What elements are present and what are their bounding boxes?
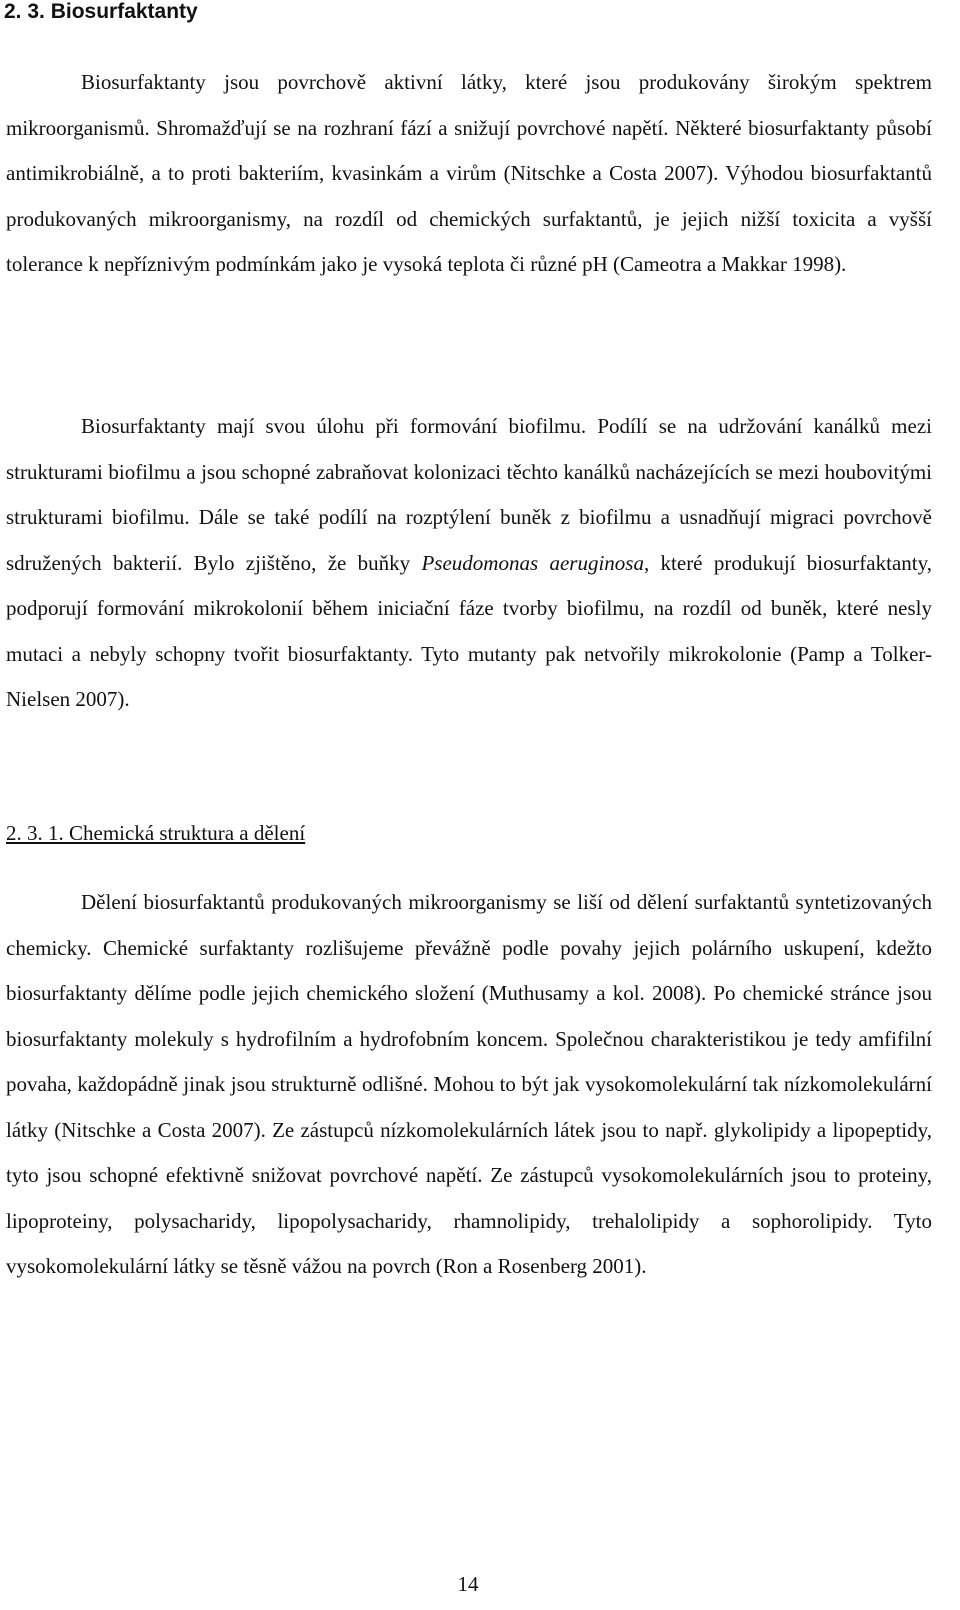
section-heading: 2. 3. Biosurfaktanty (4, 0, 198, 23)
paragraph-text: , které produkují biosurfaktanty, podporují formování mikrokolonií během iniciační fáze tvorby biofilmu, na rozdíl od buněk, které nesly mutaci a nebyly schopny tvořit biosurfaktanty. Tyto mutanty pak netvořily mikrokolonie (Pamp a Tolker-Nielsen 2007). (6, 550, 932, 711)
page-number: 14 (457, 1572, 479, 1596)
subsection-heading: 2. 3. 1. Chemická struktura a dělení (6, 821, 306, 845)
paragraph-chemical-structure: Dělení biosurfaktantů produkovaných mikroorganismy se liší od dělení surfaktantů syntetizovaných chemicky. Chemické surfaktanty rozlišujeme převážně podle povahy jejich polárního uskupení, kdežto biosurfaktanty dělíme podle jejich chemického složení (Muthusamy a kol. 2008). Po chemické stránce jsou biosurfaktanty molekuly s hydrofilním a hydrofobním koncem. Společnou charakteristikou je tedy amfifilní povaha, každopádně jinak jsou strukturně odlišné. Mohou to být jak vysokomolekulární tak nízkomolekulární látky (Nitschke a Costa 2007). Ze zástupců nízkomolekulárních látek jsou to např. glykolipidy a lipopeptidy, tyto jsou schopné efektivně snižovat povrchové napětí. Ze zástupců vysokomolekulárních jsou to proteiny, lipoproteiny, polysacharidy, lipopolysacharidy, rhamnolipidy, trehalolipidy a sophorolipidy. Tyto vysokomolekulární látky se těsně vážou na povrch (Ron a Rosenberg 2001). (6, 890, 932, 1278)
paragraph-biosurfactants-intro: Biosurfaktanty jsou povrchově aktivní látky, které jsou produkovány širokým spektrem mikroorganismů. Shromažďují se na rozhraní fází a snižují povrchové napětí. Některé biosurfaktanty působí antimikrobiálně, a to proti bakteriím, kvasinkám a virům (Nitschke a Costa 2007). Výhodou biosurfaktantů produkovaných mikroorganismy, na rozdíl od chemických surfaktantů, je jejich nižší toxicita a vyšší tolerance k nepříznivým podmínkám jako je vysoká teplota či různé pH (Cameotra a Makkar 1998). (6, 70, 932, 276)
paragraph-biofilm-role (6, 404, 932, 723)
species-name: Pseudomonas aeruginosa (421, 550, 644, 575)
paragraph-text: Biosurfaktanty mají svou úlohu při formování biofilmu. Podílí se na udržování kanálků mezi strukturami biofilmu a jsou schopné zabraňovat kolonizaci těchto kanálků nacházejících se mezi houbovitými strukturami biofilmu. Dále se také podílí na rozptýlení buněk z biofilmu a usnadňují migraci povrchově sdružených bakterií. Bylo zjištěno, že buňky (6, 414, 932, 575)
